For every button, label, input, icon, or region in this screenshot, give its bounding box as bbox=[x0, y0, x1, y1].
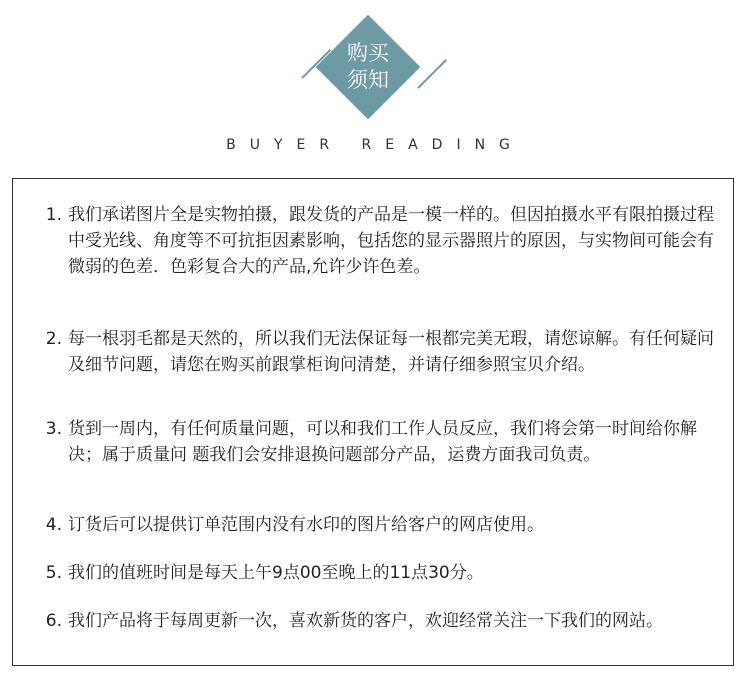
decorative-line-right bbox=[417, 59, 446, 88]
item-text: 我们承诺图片全是实物拍摄，跟发货的产品是一模一样的。但因拍摄水平有限拍摄过程中受光线、角度等不可抗拒因素影响，包括您的显示器照片的原因，与实物间可能会有微弱的色差．色彩复合大的产品,允许少许色差。 bbox=[68, 205, 714, 277]
header bbox=[0, 0, 750, 170]
list-item bbox=[38, 608, 663, 634]
title-line-1: 购买 bbox=[347, 41, 389, 65]
list-item bbox=[38, 512, 544, 538]
item-text: 货到一周内，有任何质量问题，可以和我们工作人员反应，我们将会第一时间给你解决；属于质量问 题我们会安排退换问题部分产品，运费方面我司负责。 bbox=[68, 419, 697, 465]
item-number: 1. bbox=[45, 205, 62, 225]
item-number: 5. bbox=[45, 563, 62, 583]
item-text: 我们的值班时间是每天上午9点00至晚上的11点30分。 bbox=[68, 563, 484, 583]
item-text: 每一根羽毛都是天然的，所以我们无法保证每一根都完美无瑕，请您谅解。有任何疑问及细节问题，请您在购买前跟掌柜询问清楚，并请仔细参照宝贝介绍。 bbox=[68, 329, 714, 375]
item-text: 订货后可以提供订单范围内没有水印的图片给客户的网店使用。 bbox=[68, 515, 544, 535]
item-number: 3. bbox=[45, 419, 62, 439]
item-text: 我们产品将于每周更新一次，喜欢新货的客户，欢迎经常关注一下我们的网站。 bbox=[68, 611, 663, 631]
list-item bbox=[38, 202, 718, 280]
item-number: 2. bbox=[45, 329, 62, 349]
page-title bbox=[318, 40, 418, 100]
list-item bbox=[38, 560, 484, 586]
page-subtitle: BUYER READING bbox=[226, 137, 524, 153]
list-item bbox=[38, 416, 718, 468]
item-number: 6. bbox=[45, 611, 62, 631]
item-number: 4. bbox=[45, 515, 62, 535]
title-line-2: 须知 bbox=[347, 68, 389, 92]
list-item bbox=[38, 326, 718, 378]
